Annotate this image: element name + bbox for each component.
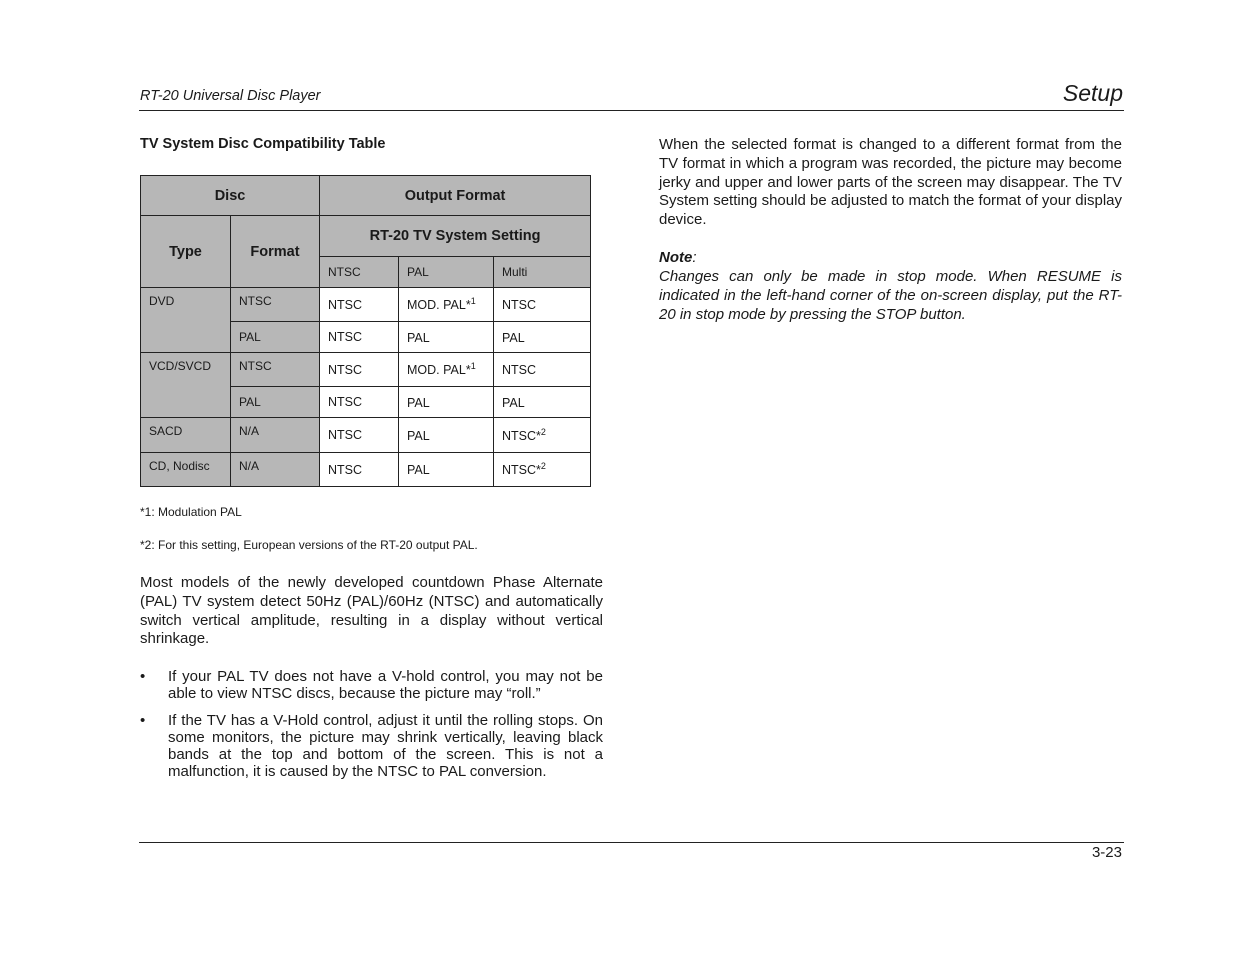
disc-format-cell: PAL [231,387,320,418]
disc-type-cell: CD, Nodisc [141,453,231,487]
footnote-1: *1: Modulation PAL [140,505,242,519]
header-rule [139,110,1124,111]
column-header-multi: Multi [494,257,591,288]
multi-cell: NTSC [494,353,591,387]
disc-format-cell: N/A [231,418,320,453]
ntsc-cell: NTSC [320,418,399,453]
bullet-list [140,668,603,790]
body-paragraph: Most models of the newly developed countdown Phase Alternate (PAL) TV system detect 50Hz (PAL)/60Hz (NTSC) and automatically switch vertical amplitude, resulting in a display without vertical shrinkage. [140,574,603,648]
disc-format-cell: PAL [231,322,320,353]
ntsc-cell: NTSC [320,387,399,418]
ntsc-cell: NTSC [320,453,399,487]
table-row [141,453,591,487]
compatibility-table [140,175,591,487]
multi-cell: PAL [494,322,591,353]
page-number: 3-23 [1091,844,1122,861]
ntsc-cell: NTSC [320,322,399,353]
type-header: Type [141,216,231,288]
list-item [140,712,603,780]
section-heading: Setup [1062,80,1123,106]
multi-cell: NTSC [494,288,591,322]
column-header-ntsc: NTSC [320,257,399,288]
pal-cell: MOD. PAL*$^1$ [399,288,494,322]
multi-cell: NTSC*$^2$ [494,418,591,453]
note-text: Changes can only be made in stop mode. When RESUME is indicated in the left-hand corner of the on-screen display, put the RT-20 in stop mode by pressing the STOP button. [659,268,1122,323]
pal-cell: MOD. PAL*$^1$ [399,353,494,387]
format-header: Format [231,216,320,288]
bullet-icon: • [140,712,146,729]
disc-format-cell: NTSC [231,288,320,322]
pal-cell: PAL [399,418,494,453]
multi-cell: NTSC*$^2$ [494,453,591,487]
tv-system-setting-header: RT-20 TV System Setting [320,216,591,257]
disc-header: Disc [141,176,320,216]
disc-format-cell: N/A [231,453,320,487]
output-format-header: Output Format [320,176,591,216]
footnote-2: *2: For this setting, European versions of the RT-20 output PAL. [140,538,478,552]
format-change-paragraph: When the selected format is changed to a different format from the TV format in which a program was recorded, the picture may become jerky and upper and lower parts of the screen may disappear. The TV System setting should be adjusted to match the format of your display device. [659,136,1122,229]
bullet-icon: • [140,668,146,685]
table-row [141,418,591,453]
list-item [140,668,603,702]
table-title: TV System Disc Compatibility Table [140,136,386,152]
multi-cell: PAL [494,387,591,418]
column-header-pal: PAL [399,257,494,288]
disc-type-cell: VCD/SVCD [141,353,231,418]
ntsc-cell: NTSC [320,353,399,387]
disc-format-cell: NTSC [231,353,320,387]
disc-type-cell: DVD [141,288,231,353]
bullet-text: If the TV has a V-Hold control, adjust it until the rolling stops. On some monitors, the picture may shrink vertically, leaving black bands at the top and bottom of the screen. This is not a malfunction, it is caused by the NTSC to PAL conversion. [168,712,603,780]
table-row [141,288,591,322]
disc-type-cell: SACD [141,418,231,453]
pal-cell: PAL [399,387,494,418]
running-header-title: RT-20 Universal Disc Player [140,88,321,104]
ntsc-cell: NTSC [320,288,399,322]
footer-rule [139,842,1124,843]
pal-cell: PAL [399,322,494,353]
pal-cell: PAL [399,453,494,487]
table-row [141,353,591,387]
bullet-text: If your PAL TV does not have a V-hold control, you may not be able to view NTSC discs, because the picture may “roll.” [168,668,603,702]
note-heading: Note: [659,249,697,266]
